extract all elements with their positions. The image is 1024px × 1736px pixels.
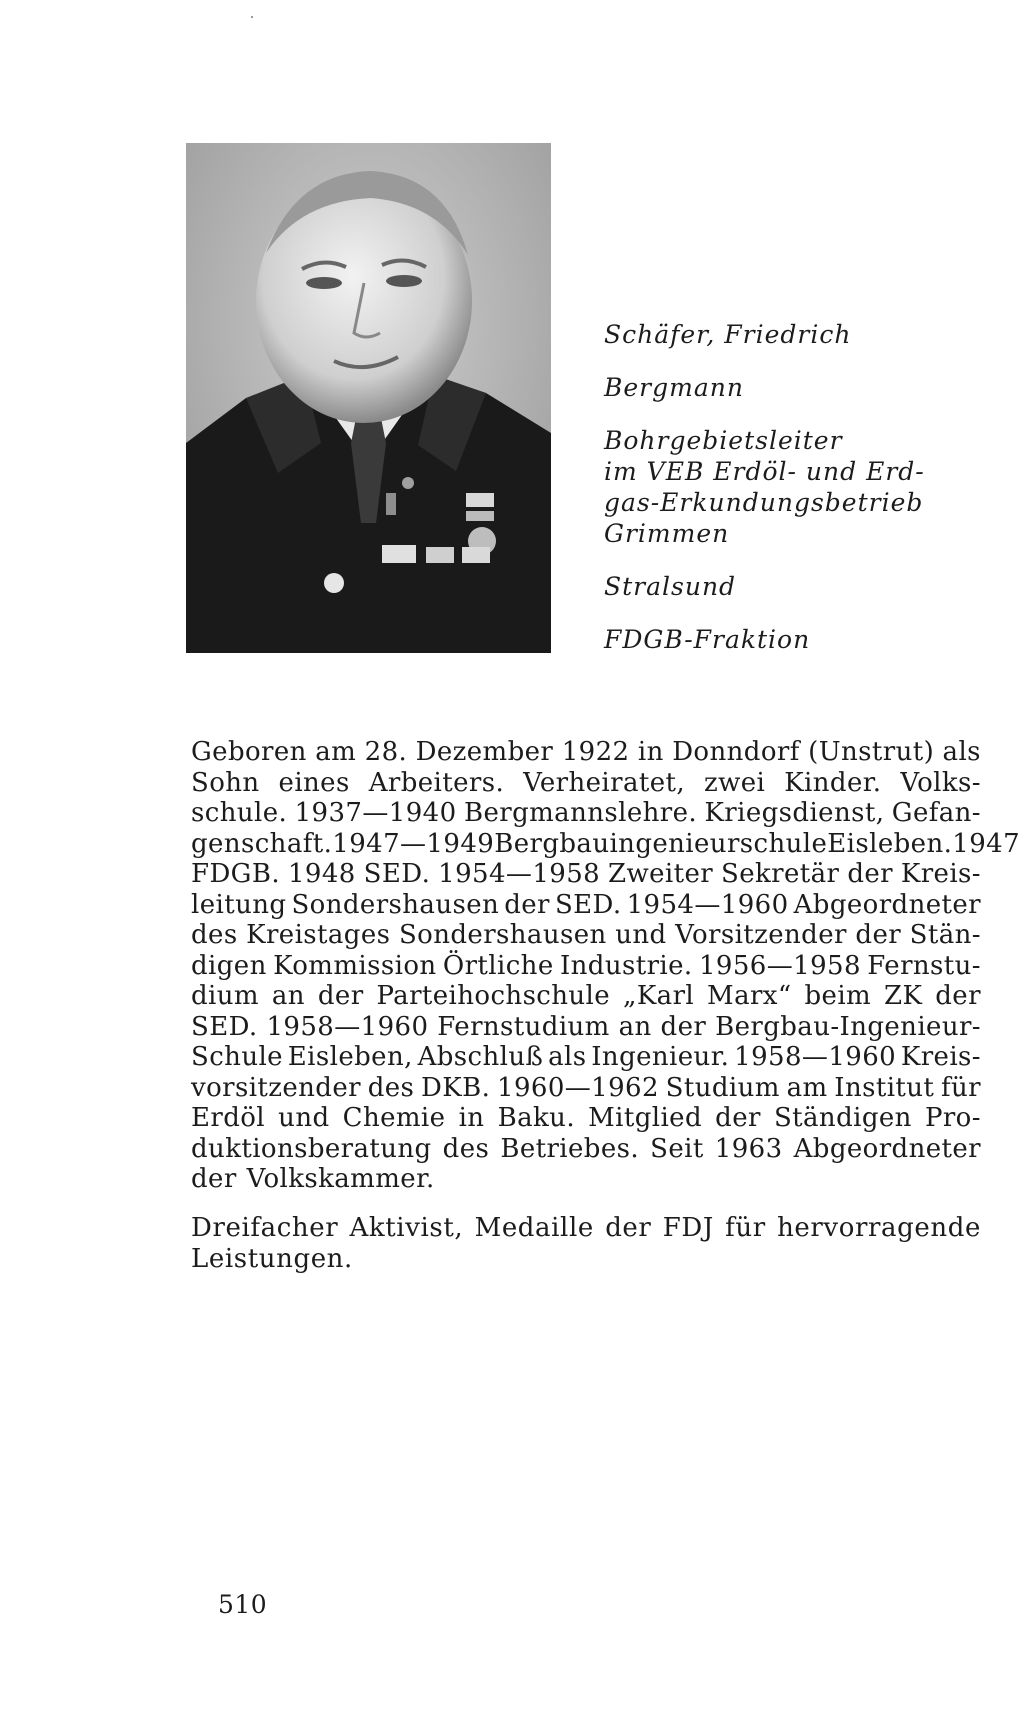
constituency: Stralsund	[604, 572, 737, 601]
biography-line: duktionsberatung des Betriebes. Seit 1963 Abgeordneter	[191, 1133, 981, 1164]
biography-line: des Kreistages Sondershausen und Vorsitzender der Stän-	[191, 920, 981, 950]
biography-line: SED. 1958—1960 Fernstudium an der Bergbau-Ingenieur-	[191, 1011, 981, 1042]
biography-line: Erdöl und Chemie in Baku. Mitglied der Ständigen Pro-	[191, 1103, 981, 1133]
biography-line: vorsitzender des DKB. 1960—1962 Studium am Institut für	[191, 1072, 981, 1103]
position-line: Grimmen	[604, 519, 730, 548]
caption-block	[604, 319, 984, 677]
honors-line: Dreifacher Aktivist, Medaille der FDJ für hervorragende	[191, 1213, 981, 1243]
biography-line: der Volkskammer.	[191, 1164, 435, 1194]
position-line: Bohrgebietsleiter	[604, 426, 843, 455]
biography-line: genschaft. 1947—1949 Bergbauingenieurschule Eisleben. 1947	[191, 828, 1021, 859]
profession: Bergmann	[604, 373, 744, 402]
biography-paragraph	[191, 737, 1021, 1195]
page-number: 510	[218, 1590, 268, 1619]
biography-line: Geboren am 28. Dezember 1922 in Donndorf (Unstrut) als	[191, 737, 981, 767]
honors-line: Leistungen.	[191, 1244, 353, 1274]
person-name: Schäfer, Friedrich	[604, 320, 852, 349]
position-block	[604, 425, 984, 549]
honors-paragraph	[191, 1213, 981, 1275]
biography-line: digen Kommission Örtliche Industrie. 1956—1958 Fernstu-	[191, 950, 981, 981]
biography-line: Sohn eines Arbeiters. Verheiratet, zwei Kinder. Volks-	[191, 767, 981, 798]
biography-line: leitung Sondershausen der SED. 1954—1960 Abgeordneter	[191, 889, 981, 920]
print-speck	[251, 16, 253, 18]
portrait-photo	[186, 143, 551, 653]
biography-line: Schule Eisleben, Abschluß als Ingenieur. 1958—1960 Kreis-	[191, 1042, 981, 1072]
biography-line: FDGB. 1948 SED. 1954—1958 Zweiter Sekretär der Kreis-	[191, 859, 981, 889]
biography-line: dium an der Parteihochschule „Karl Marx“ beim ZK der	[191, 981, 981, 1011]
position-line: gas-Erkundungsbetrieb	[604, 488, 924, 517]
biography-line: schule. 1937—1940 Bergmannslehre. Kriegsdienst, Gefan-	[191, 798, 981, 828]
faction: FDGB-Fraktion	[604, 625, 811, 654]
position-line: im VEB Erdöl- und Erd-	[604, 457, 925, 486]
